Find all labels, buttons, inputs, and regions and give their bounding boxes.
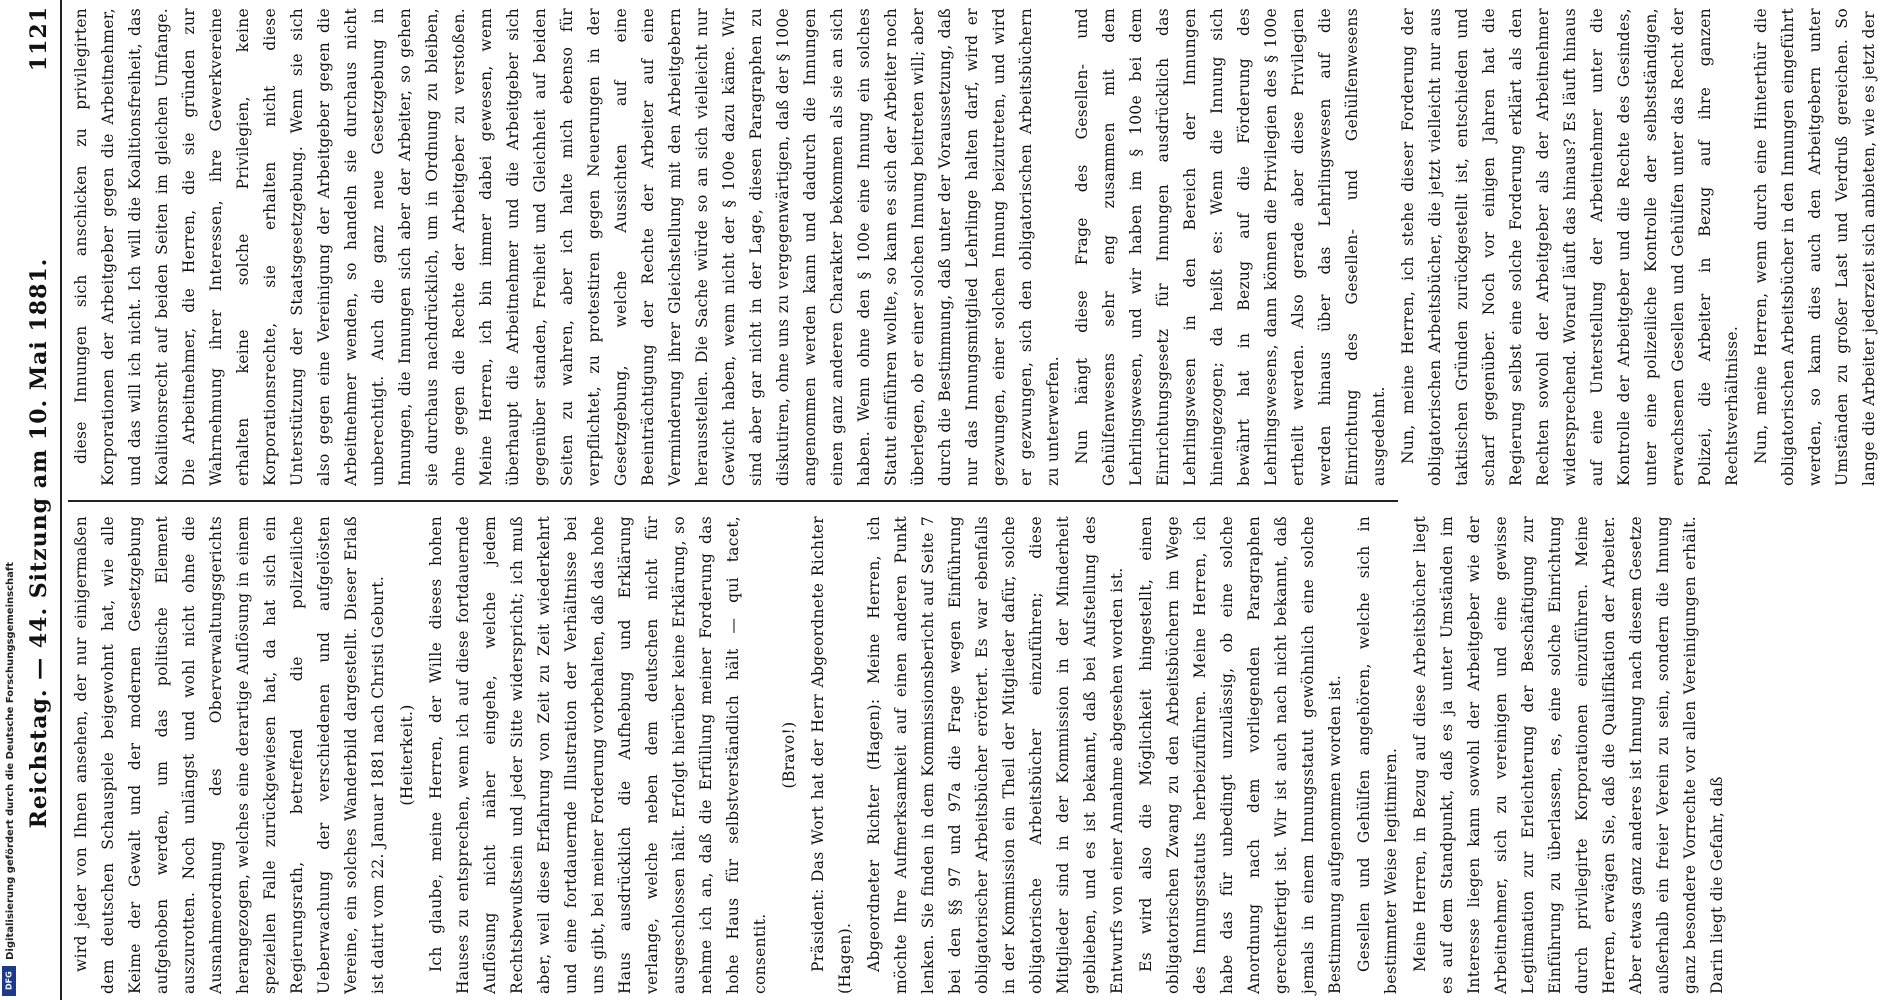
stage-direction: (Heiterkeit.)	[398, 704, 416, 806]
credit-text: Digitalisierung gefördert durch die Deutsche Forschungsgemeinschaft	[4, 562, 16, 960]
rotated-page	[18, 0, 1878, 1000]
paragraph: Nun, meine Herren, wenn durch eine Hinterthür die obligatorischen Arbeitsbücher in den Innungen eingeführt werden, so kann dies auch den Arbeitgebern unter Umständen zu großer Last und Verdruß gereichen. So lange die Arbeiter jederzeit sich anbieten, wie es jetzt der	[1752, 8, 1878, 486]
paragraph: Präsident: Das Wort hat der Herr Abgeordnete Richter (Hagen).	[809, 516, 854, 994]
stage-direction: (Bravo!)	[780, 721, 798, 789]
page-number: 1121	[26, 6, 52, 72]
paragraph: Nun, meine Herren, ich stehe dieser Forderung der obligatorischen Arbeitsbücher, die jetzt vielleicht nur aus taktischen Gründen zurückgestellt ist, entschieden und scharf gegenüber. Noch vor einigen Jahren hat die Regierung selbst eine solche Forderung erklärt als den Rechten sowohl der Arbeitgeber als der Arbeitnehmer widersprechend. Worauf läuft das hinaus? Es läuft hinaus auf eine Unterstellung der Arbeitnehmer unter die Kontrolle der Arbeitgeber und die Rechte des Gesindes, unter eine polizeiliche Kontrolle der selbstständigen, erwachsenen Gesellen und Gehülfen unter das Recht der Polizei, die Arbeiter in Bezug auf ihre ganzen Rechtsverhältnisse.	[1399, 8, 1741, 486]
page-header	[18, 0, 62, 1000]
paragraph: wird jeder von Ihnen ansehen, der nur einigermaßen dem deutschen Schauspiele beigewohnt hat, wie alle Keime der Gewalt und der modernen Gesetzgebung aufgehoben werden, um das politische Element auszurotten. Noch unlängst und wohl nicht ohne die Ausnahmeordnung des Oberverwaltungsgerichts herangezogen, welches eine derartige Auflösung in einem speziellen Falle zurückgewiesen hat, da hat sich ein Regierungsrath, betreffend die polizeiliche Ueberwachung der verschiedenen und aufgelösten Vereine, ein solches Wanderbild dargestellt. Dieser Erlaß ist datirt vom 22. Januar 1881 nach Christi Geburt.	[72, 516, 387, 994]
digitization-credit	[2, 0, 18, 1000]
paragraph: Gesellen und Gehülfen angehören, welche sich in bestimmter Weise legitimiren.	[1355, 516, 1400, 994]
paragraph: Nun hängt diese Frage des Gesellen- und Gehülfenwesens sehr eng zusammen mit dem Lehrlingswesen, und wir haben im § 100e bei dem Einrichtungsgesetz für Innungen ausdrücklich das Lehrlingswesen in den Bereich der Innungen hineingezogen; da heißt es: Wenn die Innung sich bewährt hat in Bezug auf die Förderung des Lehrlingswesens, dann können die Privilegien des § 100e ertheilt werden. Also gerade aber diese Privilegien werden hinaus über das Lehrlingswesen auf die Einrichtung des Gesellen- und Gehülfenwesens ausgedehnt.	[1073, 8, 1388, 486]
dfg-logo: DFG	[2, 966, 16, 996]
paragraph: Ich glaube, meine Herren, der Wille dieses hohen Hauses zu entsprechen, wenn ich auf diese fortdauernde Auflösung nicht näher eingehe, welche jedem Rechtsbewußtsein und jeder Sitte widerspricht; ich muß aber, weil diese Erfahrung von Zeit zu Zeit wiederkehrt und eine fortdauernde Illustration der Verhältnisse bei uns gibt, bei meiner Forderung vorbehalten, daß das hohe Haus ausdrücklich die Aufhebung und Erklärung verlange, welche neben dem deutschen nicht für ausgeschlossen hält. Erfolgt hierüber keine Erklärung, so nehme ich an, daß die Erfüllung meiner Forderung das hohe Haus für selbstverständlich hält — qui tacet, consentit.	[427, 516, 769, 994]
paragraph: Abgeordneter Richter (Hagen): Meine Herren, ich möchte Ihre Aufmerksamkeit auf einen anderen Punkt lenken. Sie finden in dem Kommissionsbericht auf Seite 7 bei den §§ 97 und 97a die Frage wegen Einführung obligatorischer Arbeitsbücher erörtert. Es war ebenfalls in der Kommission ein Theil der Mitglieder dafür, solche obligatorische Arbeitsbücher einzuführen; diese Mitglieder sind in der Kommission in der Minderheit geblieben, und es ist bekannt, daß bei Aufstellung des Entwurfs von einer Annahme abgesehen worden ist.	[865, 516, 1126, 994]
left-column	[68, 510, 1726, 1000]
paragraph: Es wird also die Möglichkeit hingestellt, einen obligatorischen Zwang zu den Arbeitsbüchern im Wege des Innungsstatuts herbeizuführen. Meine Herren, ich habe das für unbedingt unzulässig, ob eine solche Anordnung nach dem vorliegenden Paragraphen gerechtfertigt ist. Wir ist auch nach nicht bekannt, daß jemals in einem Innungsstatut gewöhnlich eine solche Bestimmung aufgenommen worden ist.	[1137, 516, 1344, 994]
paragraph: diese Innungen sich anschicken zu privilegirten Korporationen der Arbeitgeber gegen die Arbeitnehmer, und das will ich nicht. Ich will die Koalitionsfreiheit, das Koalitionsrecht auf beiden Seiten im gleichen Umfange. Die Arbeitnehmer, die Herren, die sie gründen zur Wahrnehmung ihrer Interessen, ihre Gewerkvereine erhalten keine solche Privilegien, keine Korporationsrechte, sie erhalten nicht diese Unterstützung der Staatsgesetzgebung. Wenn sie sich also gegen eine Vereinigung der Arbeitgeber gegen die Arbeitnehmer wenden, so handeln sie durchaus nicht unberechtigt. Auch die ganz neue Gesetzgebung in Innungen, die Innungen sich aber der Arbeiter, so gehen sie durchaus nachdrücklich, um in Ordnung zu bleiben, ohne gegen die Rechte der Arbeitgeber zu verstoßen. Meine Herren, ich bin immer dabei gewesen, wenn überhaupt die Arbeitnehmer und die Arbeitgeber sich gegenüber standen, Freiheit und Gleichheit auf beiden Seiten zu wahren, aber ich halte mich ebenso für verpflichtet, zu protestiren gegen Neuerungen in der Gesetzgebung, welche Aussichten auf eine Beeinträchtigung der Rechte der Arbeiter auf eine Verminderung ihrer Gleichstellung mit den Arbeitgebern herausstellen. Die Sache würde so an sich vielleicht nur Gewicht haben, wenn nicht der § 100e dazu käme. Wir sind aber gar nicht in der Lage, diesen Paragraphen zu diskutiren, ohne uns zu vergegenwärtigen, daß der § 100e angenommen werden kann und dadurch die Innungen einen ganz anderen Charakter bekommen als sie an sich haben. Wenn ohne den § 100e eine Innung ein solches Statut einführen wollte, so kann es sich der Arbeiter noch überlegen, ob er einer solchen Innung beitreten will; aber durch die Bestimmung, daß unter der Voraussetzung, daß nur das Innungsmitglied Lehrlinge halten darf, wird er gezwungen, einer solchen Innung beizutreten, und wird er gezwungen, sich den obligatorischen Arbeitsbüchern zu unterwerfen.	[72, 8, 1062, 486]
column-divider	[68, 500, 1398, 502]
page-title: Reichstag. — 44. Sitzung am 10. Mai 1881.	[26, 257, 52, 829]
text-columns	[68, 0, 1878, 1000]
right-column	[68, 2, 1878, 492]
scanned-page-wrapper	[18, 0, 1878, 1000]
paragraph: Meine Herren, in Bezug auf diese Arbeitsbücher liegt es auf dem Standpunkt, daß es ja unter Umständen im Interesse liegen kann sowohl der Arbeitgeber wie der Arbeitnehmer, sich zu vereinigen und eine gewisse Legitimation zur Erleichterung der Beschäftigung zur Einführung zu überlassen, es, eine solche Einrichtung durch privilegirte Korporationen einzuführen. Meine Herren, erwägen Sie, daß die Qualifikation der Arbeiter. Aber etwas ganz anderes ist Innung nach diesem Gesetze außerhalb ein freier Verein zu sein, sondern die Innung ganz besondere Vorrechte vor allen Vereinigungen erhält. Darin liegt die Gefahr, daß	[1411, 516, 1726, 994]
